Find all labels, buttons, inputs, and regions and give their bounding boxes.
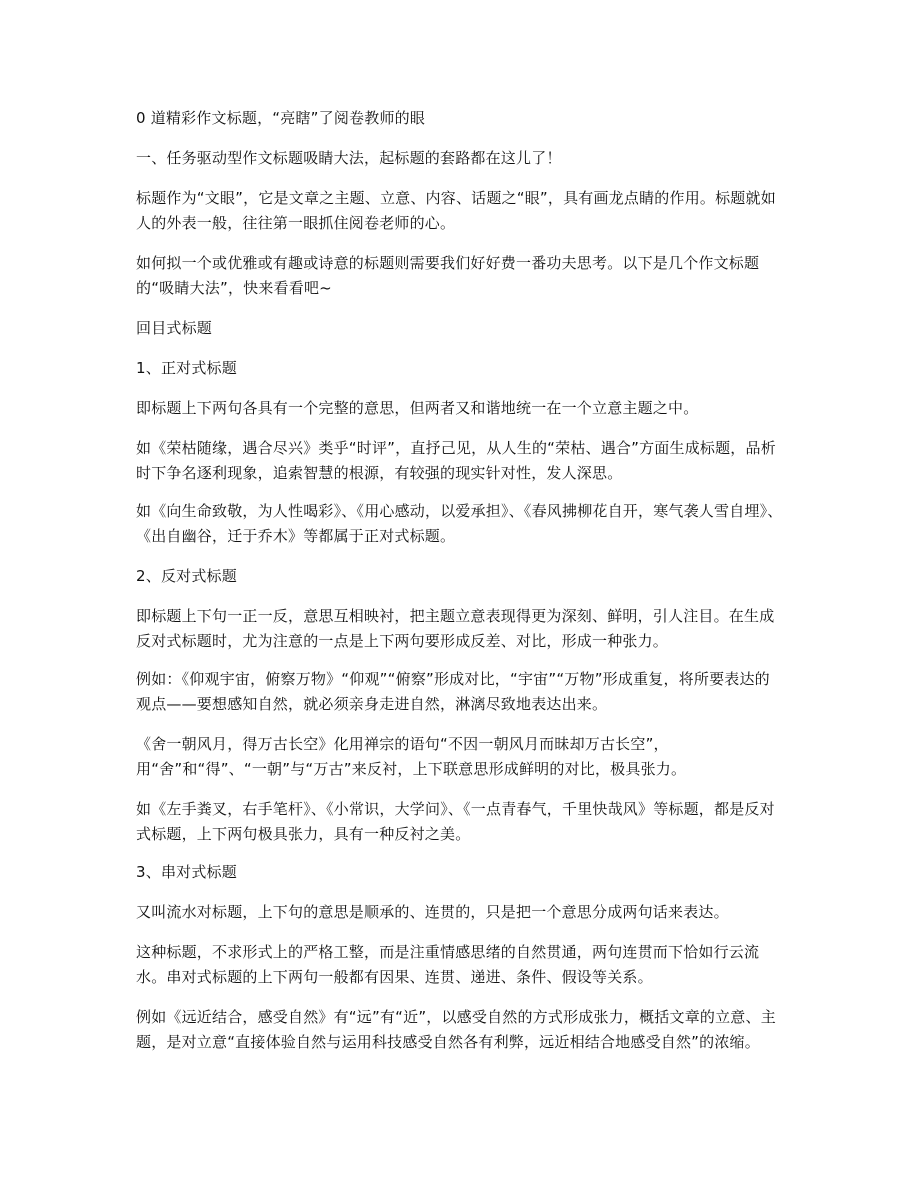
paragraph: 例如《远近结合，感受自然》有“远”有“近”，以感受自然的方式形成张力，概括文章的立意、主题，是对立意“直接体验自然与运用科技感受自然各有利弊，远近相结合地感受自然”的浓缩。 [136,1008,776,1051]
paragraph: 如《左手粪叉，右手笔杆》、《小常识，大学问》、《一点青春气，千里快哉风》等标题，都是反对式标题，上下两句极具张力，具有一种反衬之美。 [136,800,775,843]
paragraph: 即标题上下句一正一反，意思互相映衬，把主题立意表现得更为深刻、鲜明，引人注目。在生成反对式标题时，尤为注意的一点是上下两句要形成反差、对比，形成一种张力。 [136,607,775,650]
paragraph: 标题作为“文眼”，它是文章之主题、立意、内容、话题之“眼”，具有画龙点睛的作用。标题就如人的外表一般，往往第一眼抓住阅卷老师的心。 [136,189,776,232]
subheading: 回目式标题 [136,319,213,337]
paragraph: 例如：《仰观宇宙，俯察万物》“仰观”“俯察”形成对比，“宇宙”“万物”形成重复，将所要表达的观点——要想感知自然，就必须亲身走进自然，淋漓尽致地表达出来。 [136,670,770,713]
paragraph: 即标题上下两句各具有一个完整的意思，但两者又和谐地统一在一个立意主题之中。 [136,399,699,417]
paragraph: 这种标题，不求形式上的严格工整，而是注重情感思绪的自然贯通，两句连贯而下恰如行云流水。串对式标题的上下两句一般都有因果、连贯、递进、条件、假设等关系。 [136,943,760,986]
paragraph: 又叫流水对标题，上下句的意思是顺承的、连贯的，只是把一个意思分成两句话来表达。 [136,903,729,921]
paragraph: 如《向生命致敬，为人性喝彩》、《用心感动，以爱承担》、《春风拂柳花自开，寒气袭人雪自埋》、《出自幽谷，迁于乔木》等都属于正对式标题。 [136,502,783,545]
document-title: 0 道精彩作文标题，“亮瞎”了阅卷教师的眼 [136,109,426,127]
section-heading: 一、任务驱动型作文标题吸睛大法，起标题的套路都在这儿了！ [136,149,562,167]
subheading: 3、串对式标题 [136,863,237,881]
paragraph: 《舍一朝风月，得万古长空》化用禅宗的语句“不因一朝风月而昧却万古长空”，用“舍”和“得”、“一朝”与“万古”来反衬，上下联意思形成鲜明的对比，极具张力。 [136,735,687,778]
paragraph: 如何拟一个或优雅或有趣或诗意的标题则需要我们好好费一番功夫思考。以下是几个作文标题的“吸睛大法”，快来看看吧~ [136,254,760,297]
paragraph: 如《荣枯随缘，遇合尽兴》类乎“时评”，直抒己见，从人生的“荣枯、遇合”方面生成标题，品析时下争名逐利现象，追索智慧的根源，有较强的现实针对性，发人深思。 [136,439,776,482]
subheading: 2、反对式标题 [136,567,237,585]
subheading: 1、正对式标题 [136,359,237,377]
